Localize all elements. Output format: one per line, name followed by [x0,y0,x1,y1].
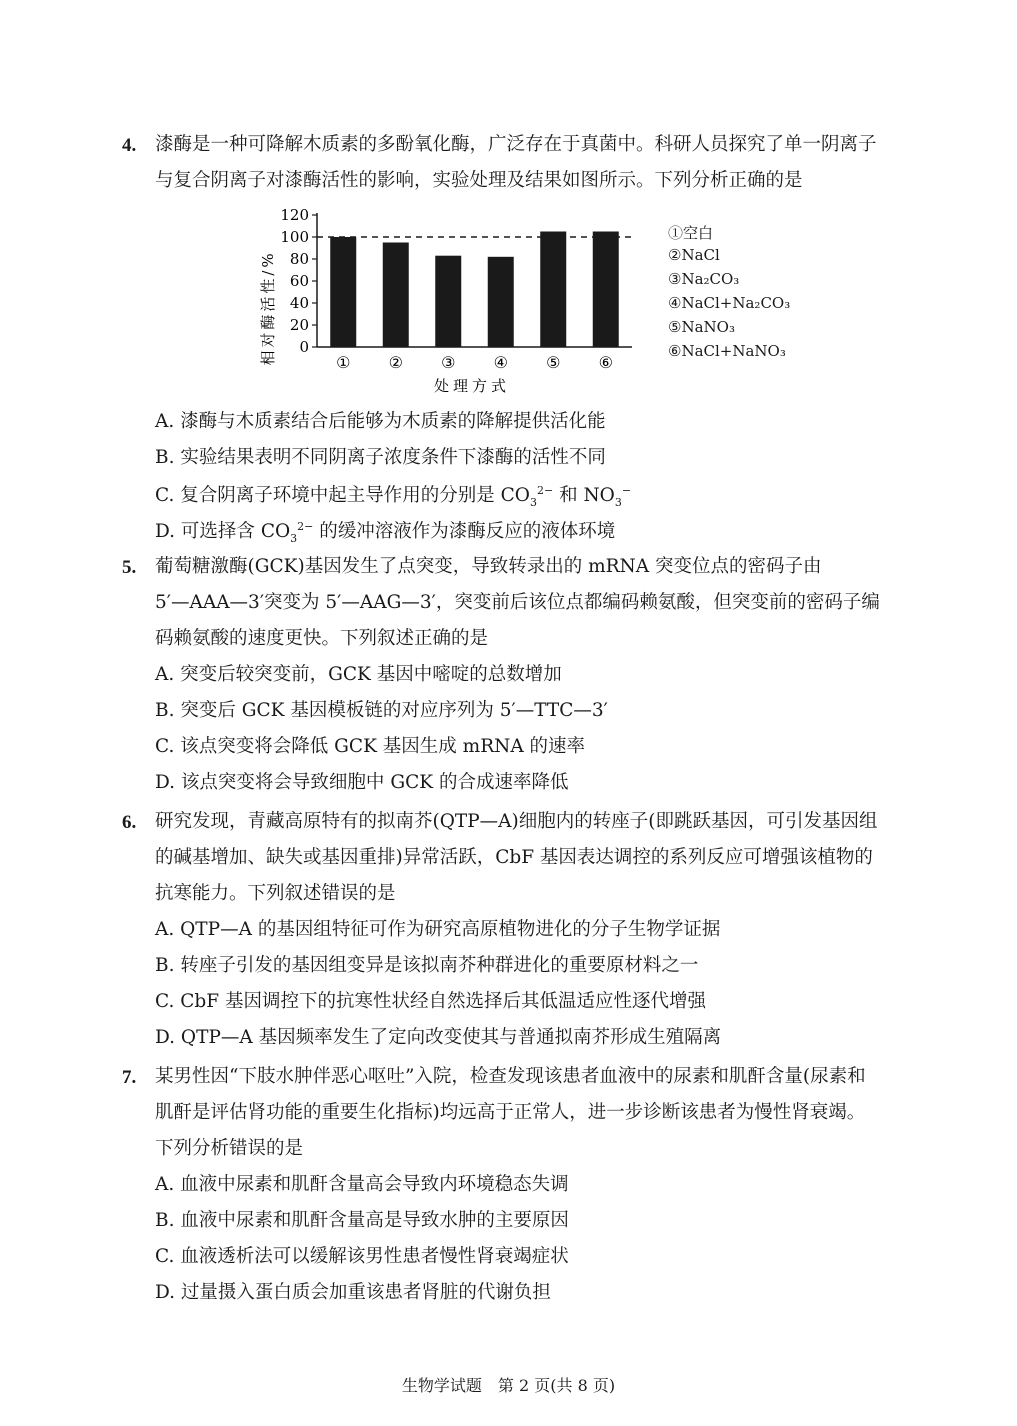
question-stem: 葡萄糖激酶(GCK)基因发生了点突变，导致转录出的 mRNA 突变位点的密码子由 [155,556,822,577]
x-tick-label: ① [336,353,351,372]
y-tick-label: 0 [299,338,309,356]
x-tick-label: ② [388,353,403,372]
x-tick-label: ④ [493,353,508,372]
question-stem: 抗寒能力。下列叙述错误的是 [155,883,396,904]
option-b: B. 转座子引发的基因组变异是该拟南芥种群进化的重要原材料之一 [155,955,699,976]
option-d: D. QTP—A 基因频率发生了定向改变使其与普通拟南芥形成生殖隔离 [155,1027,722,1048]
legend-entry: ②NaCl [668,246,720,264]
option-a: A. 突变后较突变前，GCK 基因中嘧啶的总数增加 [155,664,562,685]
option-a: A. 血液中尿素和肌酐含量高会导致内环境稳态失调 [155,1174,569,1195]
question-stem: 5′—AAA—3′突变为 5′—AAG—3′，突变前后该位点都编码赖氨酸，但突变前的密码子编 [155,592,880,613]
question-stem: 与复合阴离子对漆酶活性的影响，实验处理及结果如图所示。下列分析正确的是 [155,170,803,191]
option-c: C. 血液透析法可以缓解该男性患者慢性肾衰竭症状 [155,1246,569,1267]
option-b: B. 血液中尿素和肌酐含量高是导致水肿的主要原因 [155,1210,569,1231]
bar [488,257,514,347]
x-tick-label: ③ [441,353,456,372]
legend-entry: ③Na₂CO₃ [668,270,740,288]
bar [435,256,461,347]
question-stem: 肌酐是评估肾功能的重要生化指标)均远高于正常人，进一步诊断该患者为慢性肾衰竭。 [155,1102,866,1123]
legend-entry: ④NaCl+Na₂CO₃ [668,294,791,312]
superscript: 2− [536,484,554,497]
legend-entry: ⑥NaCl+NaNO₃ [668,342,786,360]
option-c: C. 该点突变将会降低 GCK 基因生成 mRNA 的速率 [155,736,586,757]
option-d: D. 该点突变将会导致细胞中 GCK 的合成速率降低 [155,772,569,793]
question-number: 7. [122,1067,137,1088]
page-footer: 生物学试题 第 2 页(共 8 页) [401,1376,616,1395]
question-stem: 某男性因“下肢水肿伴恶心呕吐”入院，检查发现该患者血液中的尿素和肌酐含量(尿素和 [155,1066,866,1087]
question-number: 5. [122,557,137,578]
x-tick-label: ⑥ [598,353,613,372]
question-number: 4. [122,135,137,156]
question-stem: 漆酶是一种可降解木质素的多酚氧化酶，广泛存在于真菌中。科研人员探究了单一阴离子 [155,134,877,155]
option-text: C. 复合阴离子环境中起主导作用的分别是 CO [155,485,530,507]
question-stem: 下列分析错误的是 [155,1138,304,1159]
subscript: 3 [529,495,537,509]
y-tick-label: 100 [280,228,309,246]
y-tick-label: 60 [289,272,309,290]
option-text: D. 可选择含 CO [155,521,291,543]
bar [330,237,356,347]
subscript: 3 [614,495,622,509]
bar [593,232,619,348]
option-text: 和 NO [553,485,615,507]
question-stem: 码赖氨酸的速度更快。下列叙述正确的是 [155,628,489,649]
option-a: A. 漆酶与木质素结合后能够为木质素的降解提供活化能 [155,411,606,432]
option-a: A. QTP—A 的基因组特征可作为研究高原植物进化的分子生物学证据 [155,919,721,940]
option-d [155,521,615,544]
x-tick-label: ⑤ [546,353,561,372]
option-b: B. 实验结果表明不同阴离子浓度条件下漆酶的活性不同 [155,447,606,468]
superscript: − [621,484,632,497]
superscript: 2− [297,520,314,533]
y-tick-label: 120 [280,206,309,224]
y-axis-label: 相对酶活性/% [259,250,277,366]
legend-entry: ⑤NaNO₃ [668,318,735,336]
y-tick-label: 80 [289,250,309,268]
legend-entry: ①空白 [668,224,714,242]
question-stem: 研究发现，青藏高原特有的拟南芥(QTP—A)细胞内的转座子(即跳跃基因，可引发基因组 [155,811,878,832]
option-d: D. 过量摄入蛋白质会加重该患者肾脏的代谢负担 [155,1282,551,1303]
y-tick-label: 40 [289,294,309,312]
option-c: C. CbF 基因调控下的抗寒性状经自然选择后其低温适应性逐代增强 [155,991,706,1012]
y-tick-label: 20 [289,316,309,334]
question-number: 6. [122,812,137,833]
option-c [155,485,631,508]
subscript: 3 [290,531,298,545]
x-axis-label: 处理方式 [433,377,511,395]
option-text: 的缓冲溶液作为漆酶反应的液体环境 [313,521,616,543]
question-stem: 的碱基增加、缺失或基因重排)异常活跃，CbF 基因表达调控的系列反应可增强该植物的 [155,847,873,868]
option-b: B. 突变后 GCK 基因模板链的对应序列为 5′—TTC—3′ [155,700,608,721]
bar [540,232,566,348]
enzyme-activity-bar-chart [240,198,660,403]
bar [383,243,409,348]
